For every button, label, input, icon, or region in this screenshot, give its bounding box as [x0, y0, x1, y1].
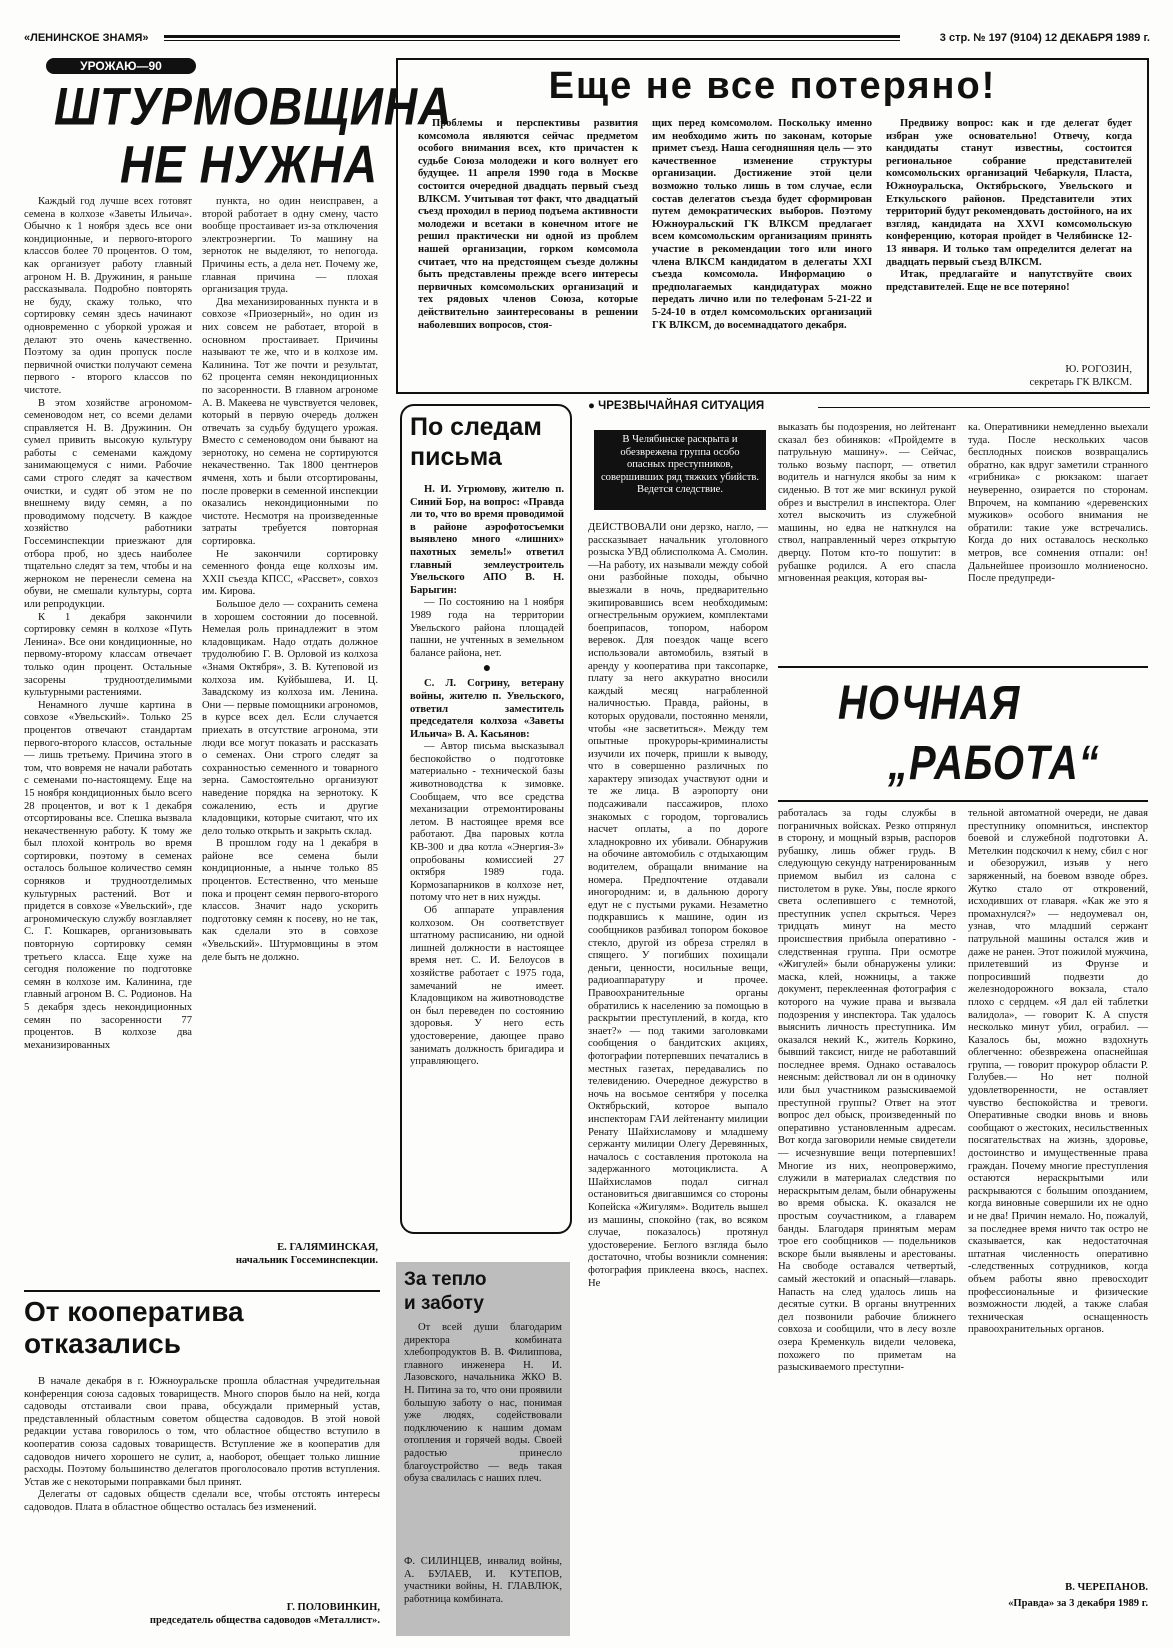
article-lost-col-3	[886, 118, 1132, 350]
paragraph: Каждый год лучше всех готовят семена в колхозе «Заветы Ильича». Обычно к 1 ноября здесь все они кондиционные, и первого-второго классов более 70 процентов. О том, как организует работу главный агроном Н. В. Дружинин, я раньше рассказывала. Подробно повторять не буду, скажу только, что сортировку семян здесь начинают одновременно с уборкой урожая и делают это очень качественно. Поэтому за один пропуск после первичной очистки получают семена первого - второго классов по чистоте.	[24, 196, 192, 396]
headline-line-1: НОЧНАЯ	[838, 677, 1021, 730]
headline-line-2: „РАБОТА“	[888, 737, 1100, 790]
article-storm-col-2	[202, 196, 378, 1236]
article-letter	[400, 404, 572, 1234]
paper-name: «ЛЕНИНСКОЕ ЗНАМЯ»	[24, 32, 149, 44]
paragraph: Н. И. Угрюмову, жителю п. Синий Бор, на вопрос: «Правда ли то, что во время проводимой в районе аэрофотосъемки выявлено много «лишних» пахотных земель!» ответил главный землеустроитель Увельского АПО В. Н. Барыгин:	[410, 484, 564, 596]
paragraph: ка. Оперативники немедленно выехали туда. После нескольких часов бесплодных поисков возвращались обратно, как вдруг заметили странного «грибника» с рюкзаком: шагает неуверенно, озирается по сторонам. Впрочем, на компанию «деревенских мужиков» особого внимания не обратили: такие уже встречались. Когда до них оставалось несколько метров, все сомнения отпали: он! Дальнейшее произошло молниеносно. После предупреди-	[968, 422, 1148, 585]
article-night-col-3	[968, 422, 1148, 658]
paragraph: От всей души благодарим директора комбината хлебопродуктов В. В. Филиппова, главного инженера Н. И. Лазовского, начальника ЖКО В. Н. Питина за то, что они проявили большую заботу о нас, понимая уже людях, содействовали подключению к нашим домам отопления и горячей воды. Своей радостью принесло благоустройство — ведь такая обуза свалилась с наших плеч.	[404, 1322, 562, 1485]
paragraph: работалась за годы службы в пограничных войсках. Резко отпрянул в сторону, и мощный взрыв, распоров рубашку, лишь обжег грудь. В следующую секунду натренированным приемом выбил из салона с пистолетом в руке. Увы, после яркого света ослепившего с темнотой, преступник успел скрыться. Через тридцать минут на место происшествия прибыла оперативно - следственная группа. При осмотре «Жигулей» были обнаружены улики: маска, клей, ножницы, а также документ, переклеенная фотография с которого на чужие права и вызвала подозрения у инспектора. Так удалось выяснить личность преступника. Им оказался некий К., житель Коркино, бывший таксист, нигде не работавший последнее время. Однако оставалось неясным: действовал ли он в одиночку или был участником разыскиваемой преступной группы? Ответ на этот вопрос дел обыск, произведенный по оперативно установленным адресам. Вот когда заговорили немые свидетели — исчезнувшие вещи потерпевших! Многие из них, неопровержимо, служили в материалах следствия по нераскрытым делам, были обнаружены во время обыска. К. оказался не простым соучастником, а главарем банды. Благодаря принятым мерам трое его сообщников — подельников вскоре были выявлены и арестованы. На свободе оставался четвертый, самый жестокий и опасный—главарь. Напасть на след удалось лишь на десятые сутки. В органы внутренних дел позвонили рабочие ближнего совхоза и сообщили, что в лесу возле озера Кременкуль видели человека, похожего по приметам на разыскиваемого преступни-	[778, 808, 956, 1374]
paragraph: — По состоянию на 1 ноября 1989 года на территории Увельского района площадей пашни, не учтенных в земельном балансе района, нет.	[410, 597, 564, 659]
paragraph: — Автор письма высказывал беспокойство о подготовке материально - технической базы животноводства к зимовке. Сообщаем, что все средства механизации отремонтированы летом. В настоящее время все работают. Два паровых котла КВ-300 и два котла «Энергия-3» опробованы комиссией 27 октября 1989 года. Кормозапарников в колхозе нет, потому что нет в них нужды.	[410, 741, 564, 904]
paragraph: выказать бы подозрения, но лейтенант сказал без обиняков: «Пройдемте в патрульную машину». — Сейчас, только возьму паспорт, — ответил водитель и нагнулся якобы за ним к сиденью. В тот же миг вскинул рукой обрез и выстрелил в инспектора. Олег хотел выскочить из служебной машины, но едва не наткнулся на ствол, направленный через открытую дверцу. Потом кто-то пошутит: в рубашке родился. А его спасла мгновенная реакция, которая вы-	[778, 422, 956, 585]
paragraph: Делегаты от садовых обществ сделали все, чтобы отстоять интересы садоводов. Плата в областное общество осталась без изменений.	[24, 1489, 380, 1513]
paragraph: К 1 декабря закончили сортировку семян в колхозе «Путь Ленина». Все они кондиционные, но первому-второму классам отвечает только один процент. Остальные засорены трудноотделимыми культурными растениями.	[24, 611, 192, 699]
signature-title: секретарь ГК ВЛКСМ.	[1029, 377, 1132, 388]
bullet: ●	[482, 661, 492, 677]
rubric-rule	[818, 407, 1150, 408]
rubric-label: ЧРЕЗВЫЧАЙНАЯ СИТУАЦИЯ	[598, 400, 765, 412]
signature: Е. ГАЛЯМИНСКАЯ,	[277, 1242, 378, 1253]
paragraph: Итак, предлагайте и напутствуйте своих представителей. Еще не все потеряно!	[886, 269, 1132, 293]
headline-line-2: НЕ НУЖНА	[120, 134, 379, 194]
signature: Г. ПОЛОВИНКИН,	[286, 1602, 380, 1613]
paragraph: В начале декабря в г. Южноуральске прошла областная учредительная конференция союза садовых товариществ. Много споров было на ней, когда садоводы отстаивали свои права, обсуждали примерный устав, представленный областным советом общества садоводов. В этой новой редакции устава говорилось о том, что областное общество вступило в кооператив союза садовых товариществ. Вступление же в кооператив для садоводов ничего хорошего не сулит, а, наоборот, обещает только лишние расходы. Поэтому большинство делегатов проголосовало против вступления. Устав же с некоторыми поправками был принят.	[24, 1376, 380, 1488]
issue-info: 3 стр. № 197 (9104) 12 ДЕКАБРЯ 1989 г.	[939, 32, 1150, 44]
paragraph: Два механизированных пункта и в совхозе «Приозерный», но один из них совсем не работает, второй в основном простаивает. Причины называют те же, что и в колхозе им. Калинина. Тот же почти и результат, 62 процента семян некондиционных по засоренности. В главном агрономе А. В. Макеева не чувствуется человек, который в первую очередь должен отвечать за судьбу будущего урожая. Вместо с семеноводом они бывают на зернотоку, но семена не сортируются некачественно. Так 1800 центнеров ячменя, хоть и были отсортированы, после проверки в семенной инспекции оказались некондиционными по чистоте. Несмотря на произведенные затраты требуется повторная сортировка.	[202, 296, 378, 548]
paragraph: Об аппарате управления колхозом. Он соответствует штатному расписанию, ни одной лишней должности в настоящее время нет. С. И. Белоусов в хозяйстве работает с 1975 года, замечаний не имеет. Кладовщиком на животноводстве он был переведен по состоянию здоровья. У него есть удостоверение, дающее право занимать должность бригадира и управляющего.	[410, 905, 564, 1068]
article-lost	[396, 58, 1149, 394]
article-lost-col-2: щих перед комсомолом. Поскольку именно им необходимо жить по законам, которые примет съезд. Наша сегодняшняя цель — это качественное изменение структуры организации. Достижение этой цели возможно только лишь в том случае, если состав делегатов съезда будет сформирован путем демократических выборов. Поэтому Южноуральский ГК ВЛКСМ предлагает всем комсомольским организациям принять участие в рекомендации того или иного члена ВЛКСМ кандидатом в делегаты XXI съезда комсомола. Информацию о предполагаемых кандидатурах можно передать лично или по телефонам 5-21-22 и 5-24-10 в отдел комсомольских организаций ГК ВЛКСМ, до восемнадцатого декабря.	[652, 118, 872, 331]
paragraph: пункта, но один неисправен, а второй работает в одну смену, часто вообще простаивает из-за отключения электроэнергии. То машину на зерноток не выделяют, то непогода. Причины есть, а дела нет. Почему же, главная причина — плохая организация труда.	[202, 196, 378, 296]
article-coop	[24, 1296, 380, 1636]
article-storm-col-1	[24, 196, 192, 1286]
masthead-rule	[164, 35, 900, 38]
divider	[778, 666, 1148, 668]
paragraph: ДЕЙСТВОВАЛИ они дерзко, нагло, — рассказывает начальник уголовного розыска УВД облисполкома А. Смолин. —На работу, их называли между собой они разбойные походы, обычно выезжали в ночь, предварительно экипировавшись всем необходимым: огнестрельным оружием, комплектами боеприпасов, топором, набором веревок. Для поездок чаще всего использовали автомобиль, взятый в аренду у кооператива при таксопарке, плату за него аккуратно вносили каждый месяц награбленной наличностью. Правда, районы, в которых орудовали, постоянно меняли, чтобы «не засветиться». Между тем опытные прокуроры-криминалисты изучили их почерк, пришли к выводу, что в совершенно различных по характеру эпизодах участвуют одни и те же лица. В аэропорту они подсаживали пассажиров, плохо знакомых с городом, торговались насчет оплаты, а по дороге хладнокровно их убивали. Обнаружив на обочине автомобиль с отдыхающим водителем, обращали внимание на номера. Предпочтение отдавали иногородним: и, в дальнюю дорогу едут не с пустыми руками. Незаметно подкравшись к машине, один из сообщников разбивал топором боковое стекло, другой из обреза стрелял в спящего. У погибших похищали деньги, ценности, носильные вещи, радиоаппаратуру и прочее. Правоохранительные органы обратились к населению за помощью в раскрытии преступлений, в когда, кто знает?» — под такими заголовками сообщения о бандитских акциях, фотографии потерпевших печатались в местных газетах, передавались по телевидению. Очередное дежурство в ночь на восьмое сентября у поселка Октябрьский, которое выпало инспекторам ГАИ лейтенанту милиции Ренату Шайхисламову и младшему сержанту милиции Олегу Деревянных, началось с составления протокола на задержанного мотоциклиста. А Шайхисламов подал сигнал остановиться двигавшимся со стороны Копейска «Жигулям». Водитель вышел из машины, спокойно (так, во всяком случае, показалось) протянул удостоверение. Беглого взгляда было достаточно, чтобы возникли сомнения: фотография приклеена вкось, наспех. Не	[588, 522, 768, 1289]
signature: Ю. РОГОЗИН,	[1065, 364, 1132, 375]
headline-line-1: ШТУРМОВЩИНА	[54, 76, 453, 136]
paragraph: Не закончили сортировку семенного фонда еще колхозы им. XXII съезда КПСС, «Рассвет», совхоз им. Кирова.	[202, 548, 378, 598]
paragraph: С. Л. Согрину, ветерану войны, жителю п. Увельского, ответил заместитель председателя колхоза «Заветы Ильича» В. А. Касьянов:	[410, 678, 564, 740]
headline-line-2: отказались	[24, 1328, 181, 1359]
paragraph: Предвижу вопрос: как и где делегат будет избран уже основательно! Отвечу, когда кандидаты станут известны, состоится региональное собрание представителей комсомольских организаций Чебаркуля, Пласта, Южноуральска, Октябрьского, Увельского и Еткульского районов. Представители этих территорий будут рекомендовать достойного, на их взгляд, кандидата на XXVI комсомольскую конференцию, которая пройдет в Челябинске 12-13 января. И только там определится делегат на двадцать первый съезд ВЛКСМ.	[886, 118, 1132, 268]
paragraph: тельной автоматной очереди, не давая преступнику опомниться, инспектор боевой и служебной подготовки А. Метелкин подскочил к нему, сбил с ног и обезоружил, изъяв у него заряженный, на боевом взводе обрез. Жутко стало от откровений, исходивших от главаря. «Как же это я промахнулся?» — недоумевал он, узнав, что младший сержант патрульной машины остался жив и даже не ранен. Этот пожилой мужчина, прилетевший из Фрунзе и попросивший подвезти до железнодорожного вокзала, стало плохо с сердцем. «Я дал ей таблетки валидола», — говорит К. А спустя несколько минут убил, ограбил. — Казалось бы, можно вздохнуть облегченно: обезврежена опаснейшая группа, — говорит прокурор области Р. Голубев.— Но нет полной удовлетворенности, не оставляет чувство беспокойства и тревоги. Оперативные сводки вновь и вновь сообщают о жестоких, несильственных посягательствах на жизнь, здоровье, достоинство и имущественные права граждан. Почему многие преступления остаются нераскрытыми или раскрываются с большим опозданием, когда виновные совершили их не одно и не два! Причин немало. Но, пожалуй, за последнее время ничто так остро не сказывается, как недостаточная штатная численность оперативно -следственных сотрудников, когда объем работы явно превосходит профессиональные и физические возможности людей, а также слабая техническая оснащенность правоохранительных органов.	[968, 808, 1148, 1336]
signature-title: начальник Госсеминспекции.	[235, 1255, 378, 1266]
divider	[24, 1290, 380, 1292]
signature: В. ЧЕРЕПАНОВ.	[1065, 1582, 1148, 1593]
paragraph: Ненамного лучше картина в совхозе «Увельский». Только 25 процентов отвечают стандартам первого-второго классов, остальные — лишь третьему. Причина этого в том, что вовремя не начали работать с семенами по-настоящему. Еще на 15 ноября кондиционных было всего 28 процентов, и вот к 1 декабря отсортированы все. Спешка вызвала некачественную работу. К тому же был плохой контроль во время сортировки, поэтому в семенах осталось большое количество семян сорняков и трудноотделимых культурных растений. Вот и придется в совхозе «Увельский», где агрономическую службу возглавляет С. Г. Кошкарев, организовывать повторную сортировку семян третьего класса. Еще хуже на сегодня положение по подготовке семян в колхозе им. Калинина, где главный агроном В. С. Родионов. На 5 декабря здесь некондиционных семян по засоренности 77 процентов. В колхозе два механизированных	[24, 699, 192, 1051]
article-night	[588, 400, 1150, 1640]
headline-line-1: От кооператива	[24, 1296, 244, 1327]
article-lost-col-1: Проблемы и перспективы развития комсомола являются сейчас предметом особого внимания всех, кто причастен к судьбе Союза молодежи и кого волнует его будущее. 11 апреля 1990 года в Москве состоится очередной двадцать первый съезд ВЛКСМ. Учитывая тот факт, что двадцатый съезд проходил в период подъема активности молодежи и всетаки в конечном итоге не решил практически ни одной из проблем нашей организации, горком комсомола считает, что на предстоящем съезде должны быть представлены прежде всего интересы первичных комсомольских организаций и тех рядовых членов Союза, которые действительно заинтересованы в решении наболевших вопросов, стоя-	[418, 118, 638, 331]
source-note: «Правда» за 3 декабря 1989 г.	[1008, 1598, 1148, 1609]
headline-line-1: По следам	[410, 413, 542, 441]
signature-title: председатель общества садоводов «Металлист».	[149, 1615, 380, 1626]
paragraph: В прошлом году на 1 декабря в районе все семена были кондиционные, а нынче только 85 процентов. Естественно, что меньше пока и процент семян первого-второго классов. Значит надо ускорить подготовку семян к посеву, но не так, как сделали это в совхозе «Увельский». Штурмовщины в этом деле быть не должно.	[202, 838, 378, 963]
headline: Еще не все потеряно!	[548, 65, 997, 107]
signature: Ф. СИЛИНЦЕВ, инвалид войны, А. БУЛАЕВ, И. КУТЕПОВ, участники войны, Н. ГЛАВЛЮК, работница комбината.	[404, 1556, 562, 1605]
paragraph: Большое дело — сохранить семена в хорошем состоянии до посевной. Немелая роль принадлежит в этом кладовщикам. Надо отдать должное трудолюбию Г. В. Орловой из колхоза «Знамя Октября», З. В. Кутеповой из колхоза им. Куйбышева, И. Ц. Завадскому из колхоза им. Ленина. Они — первые помощники агрономов, в курсе всех дел. Если случается приехать в отсутствие агронома, эти люди все могут показать и рассказать о семенах. Они строго следят за сохранностью семенного и товарного зерна. Самостоятельно организуют наведение порядка на зернотоку. К сожалению, есть и другие кладовщики, которые считают, что их дело только открыть и закрыть склад.	[202, 599, 378, 837]
divider	[778, 800, 1148, 802]
rubric-bullet: ●	[588, 400, 599, 412]
masthead-rule-thin	[164, 40, 900, 41]
masthead	[24, 30, 1150, 48]
paragraph: В этом хозяйстве агрономом-семеноводом нет, со всеми делами справляется Н. В. Дружинин. Он сумел привить высокую культуру работы с семенами каждому занимающемуся с ними. Рабочие сами строго следят за качеством очистки, и судят об этом не по внешнему виду семян, а по проводимому подсчету. В каждое хозяйство работники Госсеминспекции приезжают для отбора проб, но здесь наиболее тщательно следят за тем, чтобы и на жерноком не перенесли семена на обуви, не смешали культуры, сорта или репродукции.	[24, 397, 192, 610]
rubric-badge: УРОЖАЮ—90	[46, 58, 196, 74]
article-thanks-body	[404, 1322, 562, 1552]
article-night-col-2	[778, 422, 956, 658]
headline-line-2: письма	[410, 443, 502, 471]
inset-box: В Челябинске раскрыта и обезврежена группа особо опасных преступников, совершивших ряд тяжких убийств. Ведется следствие.	[594, 430, 766, 510]
article-thanks	[396, 1262, 570, 1636]
article-night-col-3b	[968, 808, 1148, 1578]
article-letter-body	[410, 484, 564, 1224]
article-coop-body	[24, 1376, 380, 1596]
headline-line-2: и заботу	[404, 1293, 484, 1314]
headline-line-1: За тепло	[404, 1269, 487, 1290]
article-night-col-2b	[778, 808, 956, 1640]
article-night-col-1	[588, 522, 768, 1640]
rubric	[588, 400, 1150, 416]
